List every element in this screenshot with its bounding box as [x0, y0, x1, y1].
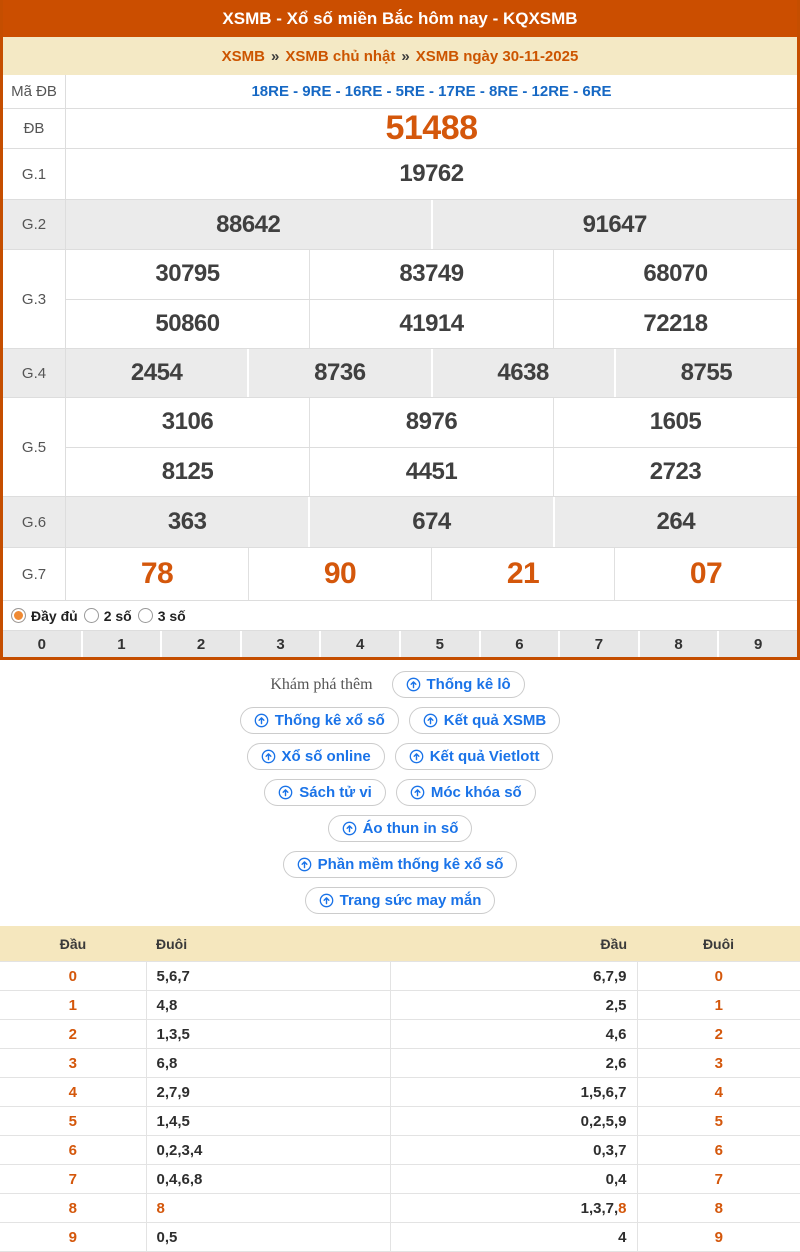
digit-filter-3[interactable]: 3 — [240, 631, 320, 657]
prize-label: G.2 — [3, 200, 66, 249]
circle-arrow-up-icon — [319, 893, 334, 908]
explore-row — [0, 887, 800, 914]
prize-cell — [431, 349, 614, 397]
head-values-right — [390, 1107, 637, 1136]
breadcrumb-separator: » — [271, 47, 280, 65]
prize-row-g3 — [3, 250, 797, 349]
prize-label: G.4 — [3, 349, 66, 397]
explore-row — [0, 671, 800, 698]
prize-number: 3106 — [161, 408, 214, 436]
highlighted-value: 8 — [156, 1199, 165, 1217]
head-values-right — [390, 1194, 637, 1223]
head-digit: 8 — [0, 1194, 146, 1223]
prize-cell — [66, 448, 309, 497]
prize-number: 51488 — [385, 109, 478, 147]
prize-label: G.6 — [3, 497, 66, 547]
prize-number: 30795 — [155, 260, 220, 288]
value: 6,7,9 — [593, 967, 627, 985]
digit-filter-7[interactable]: 7 — [558, 631, 638, 657]
prize-number: 264 — [656, 508, 696, 535]
head-digit: 5 — [0, 1107, 146, 1136]
filter-option-2s[interactable] — [84, 608, 132, 624]
head-tail-row — [0, 1049, 800, 1078]
prize-line — [66, 447, 797, 497]
filter-option-y[interactable] — [11, 608, 78, 624]
prize-lines — [66, 497, 797, 547]
prize-number: 8125 — [161, 457, 214, 485]
explore-section — [0, 671, 800, 914]
prize-number: 50860 — [155, 309, 220, 337]
radio-icon[interactable] — [84, 608, 99, 623]
circle-arrow-up-icon — [278, 785, 293, 800]
prize-line — [66, 109, 797, 148]
value: 4,6 — [605, 1025, 627, 1043]
prize-line — [66, 548, 797, 600]
value: 2,6 — [605, 1054, 627, 1072]
value: 0,4 — [605, 1170, 627, 1188]
prize-cell — [614, 548, 797, 600]
radio-icon[interactable] — [138, 608, 153, 623]
digit-filter-8[interactable]: 8 — [638, 631, 718, 657]
column-header-duoi-right: Đuôi — [637, 926, 800, 962]
tail-digit: 6 — [637, 1136, 800, 1165]
circle-arrow-up-icon — [410, 785, 425, 800]
prize-number: 68070 — [643, 260, 708, 288]
prize-number: 674 — [412, 508, 451, 535]
tail-digit: 8 — [637, 1194, 800, 1223]
tail-digit: 5 — [637, 1107, 800, 1136]
special-code-row — [3, 75, 797, 109]
digit-filter-strip — [3, 630, 797, 657]
explore-row — [0, 815, 800, 842]
prize-line — [66, 200, 797, 249]
prize-cell — [553, 398, 797, 447]
prize-cell — [66, 149, 797, 199]
explore-button-mckhas[interactable] — [396, 779, 536, 806]
prize-cell — [66, 250, 309, 299]
explore-button-ktquxsmb[interactable] — [409, 707, 561, 734]
prize-lines — [66, 398, 797, 496]
prize-lines — [66, 200, 797, 249]
prize-line — [66, 349, 797, 397]
prize-cell — [66, 109, 797, 148]
circle-arrow-up-icon — [409, 749, 424, 764]
explore-button-label: Kết quả XSMB — [443, 712, 547, 729]
prize-row-g1 — [3, 149, 797, 200]
circle-arrow-up-icon — [423, 713, 438, 728]
explore-button-othunins[interactable] — [328, 815, 473, 842]
prize-cell — [66, 497, 308, 547]
prize-line — [66, 250, 797, 299]
digit-filter-4[interactable]: 4 — [319, 631, 399, 657]
explore-row — [0, 779, 800, 806]
prize-number: 78 — [140, 557, 174, 590]
prize-number: 91647 — [582, 210, 647, 238]
prize-cell — [309, 250, 553, 299]
prize-label: G.3 — [3, 250, 66, 348]
digit-filter-6[interactable]: 6 — [479, 631, 559, 657]
tail-values-left — [146, 1107, 390, 1136]
breadcrumb-link[interactable]: XSMB — [221, 47, 266, 65]
prize-number: 41914 — [399, 309, 464, 337]
value: 0,4,6,8 — [156, 1170, 203, 1188]
prize-line — [66, 299, 797, 349]
explore-button-schtvi[interactable] — [264, 779, 386, 806]
head-tail-row — [0, 1107, 800, 1136]
prize-row-g4 — [3, 349, 797, 398]
prize-lines — [66, 109, 797, 148]
circle-arrow-up-icon — [254, 713, 269, 728]
value: 1,3,7, — [580, 1199, 619, 1217]
circle-arrow-up-icon — [406, 677, 421, 692]
circle-arrow-up-icon — [261, 749, 276, 764]
display-filter-row — [3, 601, 797, 630]
prize-line — [66, 497, 797, 547]
tail-values-left — [146, 1223, 390, 1252]
head-tail-row — [0, 1223, 800, 1252]
prize-cell — [66, 200, 431, 249]
filter-option-3s[interactable] — [138, 608, 186, 624]
prize-cell — [66, 548, 248, 600]
digit-filter-2[interactable]: 2 — [160, 631, 240, 657]
tail-digit: 7 — [637, 1165, 800, 1194]
prize-number: 2723 — [649, 457, 702, 485]
prize-line — [66, 398, 797, 447]
tail-values-left — [146, 962, 390, 991]
value: 1,3,5 — [156, 1025, 190, 1043]
value: 2,7,9 — [156, 1083, 190, 1101]
breadcrumb-link[interactable]: XSMB chủ nhật — [285, 47, 396, 65]
tail-values-left — [146, 1136, 390, 1165]
column-header-dau-left: Đầu — [0, 926, 146, 962]
head-values-right — [390, 1136, 637, 1165]
prize-cell — [248, 548, 431, 600]
prize-cell — [614, 349, 797, 397]
prize-lines — [66, 250, 797, 348]
head-values-right — [390, 1078, 637, 1107]
filter-option-label: 2 số — [103, 607, 132, 624]
explore-row — [0, 851, 800, 878]
prize-number: 1605 — [649, 408, 702, 436]
head-tail-row — [0, 1194, 800, 1223]
tail-digit: 9 — [637, 1223, 800, 1252]
prize-row-g6 — [3, 497, 797, 548]
prize-number: 8736 — [314, 359, 366, 386]
head-digit: 1 — [0, 991, 146, 1020]
prize-cell — [309, 300, 553, 349]
prize-cell — [309, 398, 553, 447]
explore-button-label: Thống kê lô — [426, 676, 511, 693]
filter-option-label: Đầy đủ — [31, 607, 78, 624]
prize-number: 19762 — [399, 160, 464, 187]
highlighted-value: 8 — [618, 1199, 627, 1217]
head-digit: 3 — [0, 1049, 146, 1078]
explore-row — [0, 707, 800, 734]
explore-button-label: Trang sức may mắn — [339, 892, 482, 909]
prize-row-g2 — [3, 200, 797, 250]
prize-number: 88642 — [216, 210, 281, 238]
prize-label: G.1 — [3, 149, 66, 199]
head-tail-table-header — [0, 926, 800, 962]
head-tail-table — [0, 926, 800, 1252]
value: 5,6,7 — [156, 967, 190, 985]
main-header — [3, 0, 797, 37]
prize-number: 4638 — [497, 359, 549, 386]
prize-cell — [309, 448, 553, 497]
prize-cell — [553, 448, 797, 497]
value: 4 — [618, 1228, 627, 1246]
prize-number: 8755 — [680, 359, 733, 386]
head-values-right — [390, 962, 637, 991]
breadcrumb-separator: » — [401, 47, 410, 65]
value: 0,2,5,9 — [580, 1112, 627, 1130]
prize-number: 8976 — [405, 408, 458, 436]
prize-cell — [431, 200, 798, 249]
tail-digit: 2 — [637, 1020, 800, 1049]
tail-values-left — [146, 1165, 390, 1194]
tail-values-left — [146, 1049, 390, 1078]
prize-number: 21 — [506, 557, 540, 590]
prize-cell — [431, 548, 614, 600]
tail-values-left — [146, 1194, 390, 1223]
explore-button-phnmmthngkxs[interactable] — [283, 851, 518, 878]
prize-line — [66, 149, 797, 199]
explore-label: Khám phá thêm — [270, 675, 373, 693]
prize-number: 2454 — [130, 359, 183, 386]
digit-filter-1[interactable]: 1 — [81, 631, 161, 657]
prize-cell — [308, 497, 552, 547]
tail-digit: 0 — [637, 962, 800, 991]
circle-arrow-up-icon — [342, 821, 357, 836]
tail-values-left — [146, 991, 390, 1020]
column-header-dau-right: Đầu — [390, 926, 637, 962]
head-values-right — [390, 1020, 637, 1049]
explore-button-label: Phần mềm thống kê xổ số — [317, 856, 504, 873]
digit-filter-9[interactable]: 9 — [717, 631, 797, 657]
explore-button-thngkxs[interactable] — [240, 707, 399, 734]
prize-cell — [553, 497, 797, 547]
special-code-label: Mã ĐB — [11, 83, 57, 100]
prize-lines — [66, 548, 797, 600]
head-tail-row — [0, 1165, 800, 1194]
digit-filter-0[interactable]: 0 — [37, 635, 46, 653]
prize-cell — [553, 250, 797, 299]
digit-filter-5[interactable]: 5 — [399, 631, 479, 657]
prize-number: 4451 — [405, 457, 458, 485]
head-values-right — [390, 1049, 637, 1078]
explore-button-trangscmaymn[interactable] — [305, 887, 496, 914]
tail-digit: 3 — [637, 1049, 800, 1078]
prize-row-g7 — [3, 548, 797, 601]
prize-cell — [66, 349, 247, 397]
head-values-right — [390, 1223, 637, 1252]
tail-digit: 4 — [637, 1078, 800, 1107]
prize-label: ĐB — [3, 109, 66, 148]
page-title: XSMB - Xổ số miền Bắc hôm nay - KQXSMB — [222, 8, 578, 28]
prize-lines — [66, 349, 797, 397]
prize-row-b — [3, 109, 797, 149]
explore-button-label: Kết quả Vietlott — [429, 748, 540, 765]
explore-button-ktquvietlott[interactable] — [395, 743, 554, 770]
prize-cell — [247, 349, 430, 397]
tail-values-left — [146, 1020, 390, 1049]
explore-button-label: Sách tử vi — [299, 784, 372, 801]
prize-number: 363 — [167, 508, 207, 535]
head-digit: 2 — [0, 1020, 146, 1049]
value: 2,5 — [605, 996, 627, 1014]
prize-number: 07 — [689, 557, 723, 590]
head-tail-row — [0, 1136, 800, 1165]
head-tail-row — [0, 1078, 800, 1107]
head-digit: 7 — [0, 1165, 146, 1194]
value: 0,3,7 — [593, 1141, 627, 1159]
tail-digit: 1 — [637, 991, 800, 1020]
prize-cell — [66, 300, 309, 349]
breadcrumb — [3, 37, 797, 75]
value: 0,2,3,4 — [156, 1141, 203, 1159]
explore-button-label: Áo thun in số — [362, 820, 459, 837]
head-values-right — [390, 1165, 637, 1194]
explore-row — [0, 743, 800, 770]
value: 4,8 — [156, 996, 178, 1014]
prize-number: 90 — [323, 557, 357, 590]
explore-button-thngkl[interactable] — [392, 671, 525, 698]
value: 1,4,5 — [156, 1112, 190, 1130]
explore-button-label: Móc khóa số — [430, 784, 522, 801]
explore-button-xsonline[interactable] — [247, 743, 385, 770]
head-tail-row — [0, 962, 800, 991]
head-digit: 0 — [0, 962, 146, 991]
head-digit: 6 — [0, 1136, 146, 1165]
prize-cell — [66, 398, 309, 447]
filter-option-label: 3 số — [157, 607, 186, 624]
head-tail-row — [0, 991, 800, 1020]
value: 6,8 — [156, 1054, 178, 1072]
special-code-value: 18RE - 9RE - 16RE - 5RE - 17RE - 8RE - 12RE - 6RE — [65, 75, 797, 108]
prize-lines — [66, 149, 797, 199]
head-digit: 4 — [0, 1078, 146, 1107]
prize-number: 83749 — [399, 260, 464, 288]
prize-cell — [553, 300, 797, 349]
prize-row-g5 — [3, 398, 797, 497]
value: 0,5 — [156, 1228, 178, 1246]
explore-button-label: Xổ số online — [281, 748, 371, 765]
head-digit: 9 — [0, 1223, 146, 1252]
value: 1,5,6,7 — [580, 1083, 627, 1101]
prize-number: 72218 — [643, 309, 708, 337]
prize-label: G.7 — [3, 548, 66, 600]
prize-label: G.5 — [3, 398, 66, 496]
circle-arrow-up-icon — [297, 857, 312, 872]
radio-selected-icon[interactable] — [11, 608, 26, 623]
head-tail-row — [0, 1020, 800, 1049]
column-header-duoi-left: Đuôi — [146, 926, 390, 962]
breadcrumb-link[interactable]: XSMB ngày 30-11-2025 — [415, 47, 579, 65]
explore-button-label: Thống kê xổ số — [274, 712, 385, 729]
tail-values-left — [146, 1078, 390, 1107]
head-values-right — [390, 991, 637, 1020]
prize-table — [3, 109, 797, 601]
